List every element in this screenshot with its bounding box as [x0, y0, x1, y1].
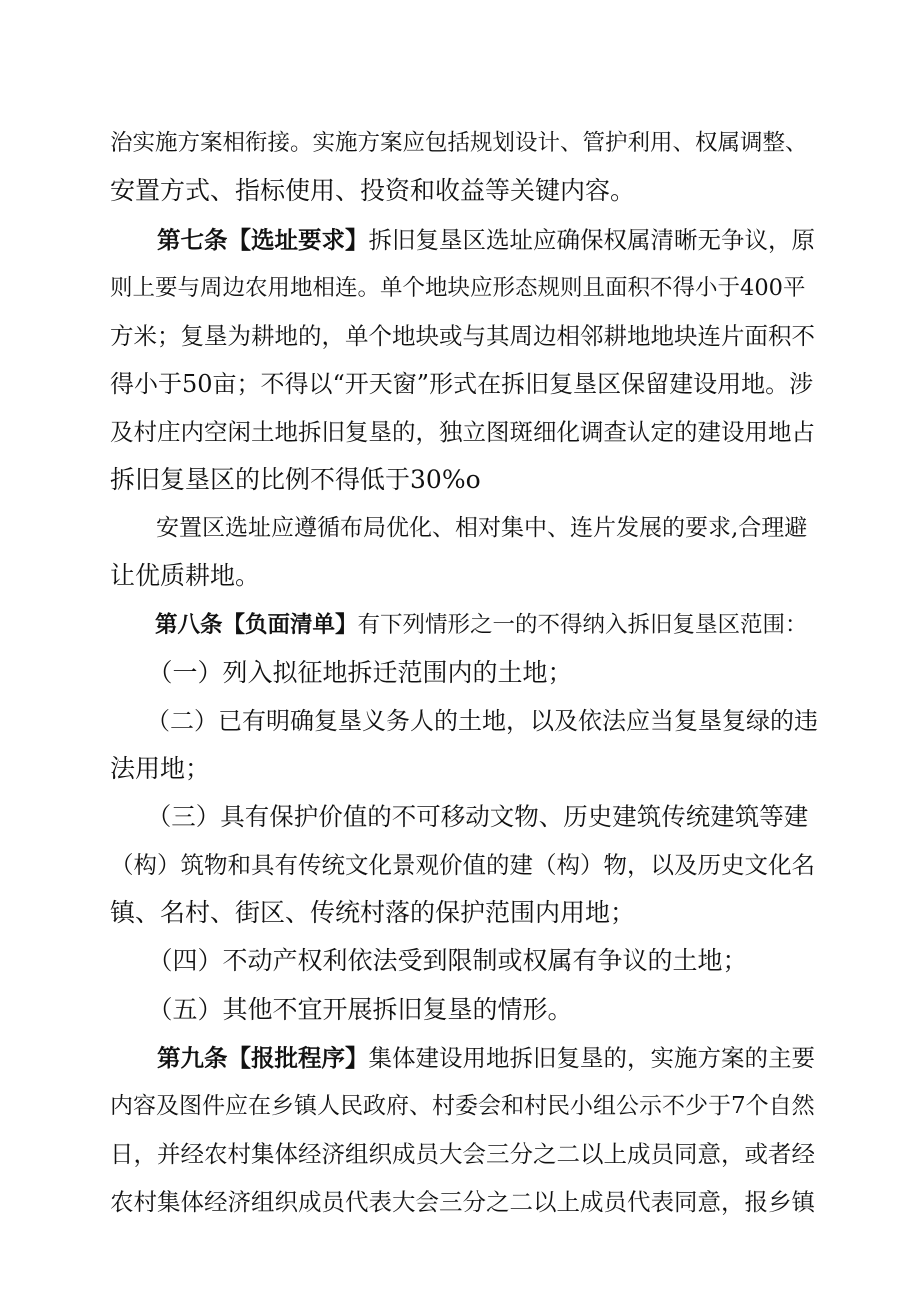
text-line — [110, 843, 820, 887]
text-line — [110, 1132, 820, 1176]
text-line — [110, 603, 820, 647]
text-line — [110, 699, 820, 743]
text-run: 农村集体经济组织成员代表大会三分之二以上成员代表同意，报乡镇 — [110, 1188, 815, 1216]
article-heading: 第九条【报批程序】 — [157, 1044, 369, 1072]
text-line — [110, 458, 820, 502]
text-run: （一）列入拟征地拆迁范围内的土地； — [110, 658, 573, 687]
text-run: 日，并经农村集体经济组织成员大会三分之二以上成员同意，或者经 — [110, 1140, 815, 1168]
text-run — [110, 1044, 157, 1072]
text-run: （四）不动产权利依法受到限制或权属有争议的土地； — [110, 946, 748, 975]
text-line — [110, 747, 820, 791]
text-run: 有下列情形之一的不得纳入拆旧复垦区范围： — [357, 612, 808, 638]
text-run: （构）筑物和具有传统文化景观价值的建（构）物，以及历史文化名 — [110, 851, 815, 879]
text-run: （三）具有保护价值的不可移动文物、历史建筑传统建筑等建 — [110, 802, 809, 831]
text-run: （二）已有明确复垦义务人的土地，以及依法应当复垦复绿的违 — [110, 707, 818, 735]
text-run: 拆旧复垦区选址应确保权属清晰无争议，原 — [368, 226, 815, 254]
text-line — [110, 410, 820, 454]
text-line — [110, 362, 820, 406]
text-line — [110, 651, 820, 695]
text-line — [110, 939, 820, 983]
text-run: 治实施方案相衔接。实施方案应包括规划设计、管护利用、权属调整、 — [110, 130, 808, 156]
text-line — [110, 121, 820, 165]
text-line — [110, 554, 820, 598]
text-line — [110, 169, 820, 213]
text-run: 安置区选址应遵循布局优化、相对集中、连片发展的要求,合理避 — [110, 515, 808, 541]
text-run: （五）其他不宜开展拆旧复垦的情形。 — [110, 995, 573, 1024]
text-run — [110, 612, 155, 638]
text-line — [110, 795, 820, 839]
text-line — [110, 218, 820, 262]
article-heading: 第七条【选址要求】 — [157, 226, 369, 254]
text-line — [110, 506, 820, 550]
text-line — [110, 314, 820, 358]
text-run: 则上要与周边农用地相连。单个地块应形态规则且面积不得小于400平 — [110, 275, 806, 301]
text-line — [110, 988, 820, 1032]
text-line — [110, 1036, 820, 1080]
text-run: 安置方式、指标使用、投资和收益等关键内容。 — [110, 176, 636, 205]
text-run: 法用地； — [110, 754, 211, 783]
article-heading: 第八条【负面清单】 — [155, 612, 358, 638]
text-run: 镇、名村、街区、传统村落的保护范围内用地； — [110, 898, 636, 927]
text-line — [110, 266, 820, 310]
text-run — [110, 226, 157, 254]
text-run: 方米；复垦为耕地的，单个地块或与其周边相邻耕地地块连片面积不 — [110, 322, 815, 350]
text-line — [110, 891, 820, 935]
text-run: 及村庄内空闲土地拆旧复垦的，独立图斑细化调查认定的建设用地占 — [110, 418, 815, 446]
text-run: 内容及图件应在乡镇人民政府、村委会和村民小组公示不少于7个自然 — [110, 1093, 815, 1119]
text-run: 拆旧复垦区的比例不得低于30%o — [110, 465, 481, 494]
text-run: 让优质耕地。 — [110, 561, 261, 590]
text-line — [110, 1084, 820, 1128]
text-run: 得小于50亩；不得以“开天窗”形式在拆旧复垦区保留建设用地。涉 — [110, 370, 814, 398]
text-run: 集体建设用地拆旧复垦的，实施方案的主要 — [368, 1044, 815, 1072]
text-line — [110, 1180, 820, 1224]
